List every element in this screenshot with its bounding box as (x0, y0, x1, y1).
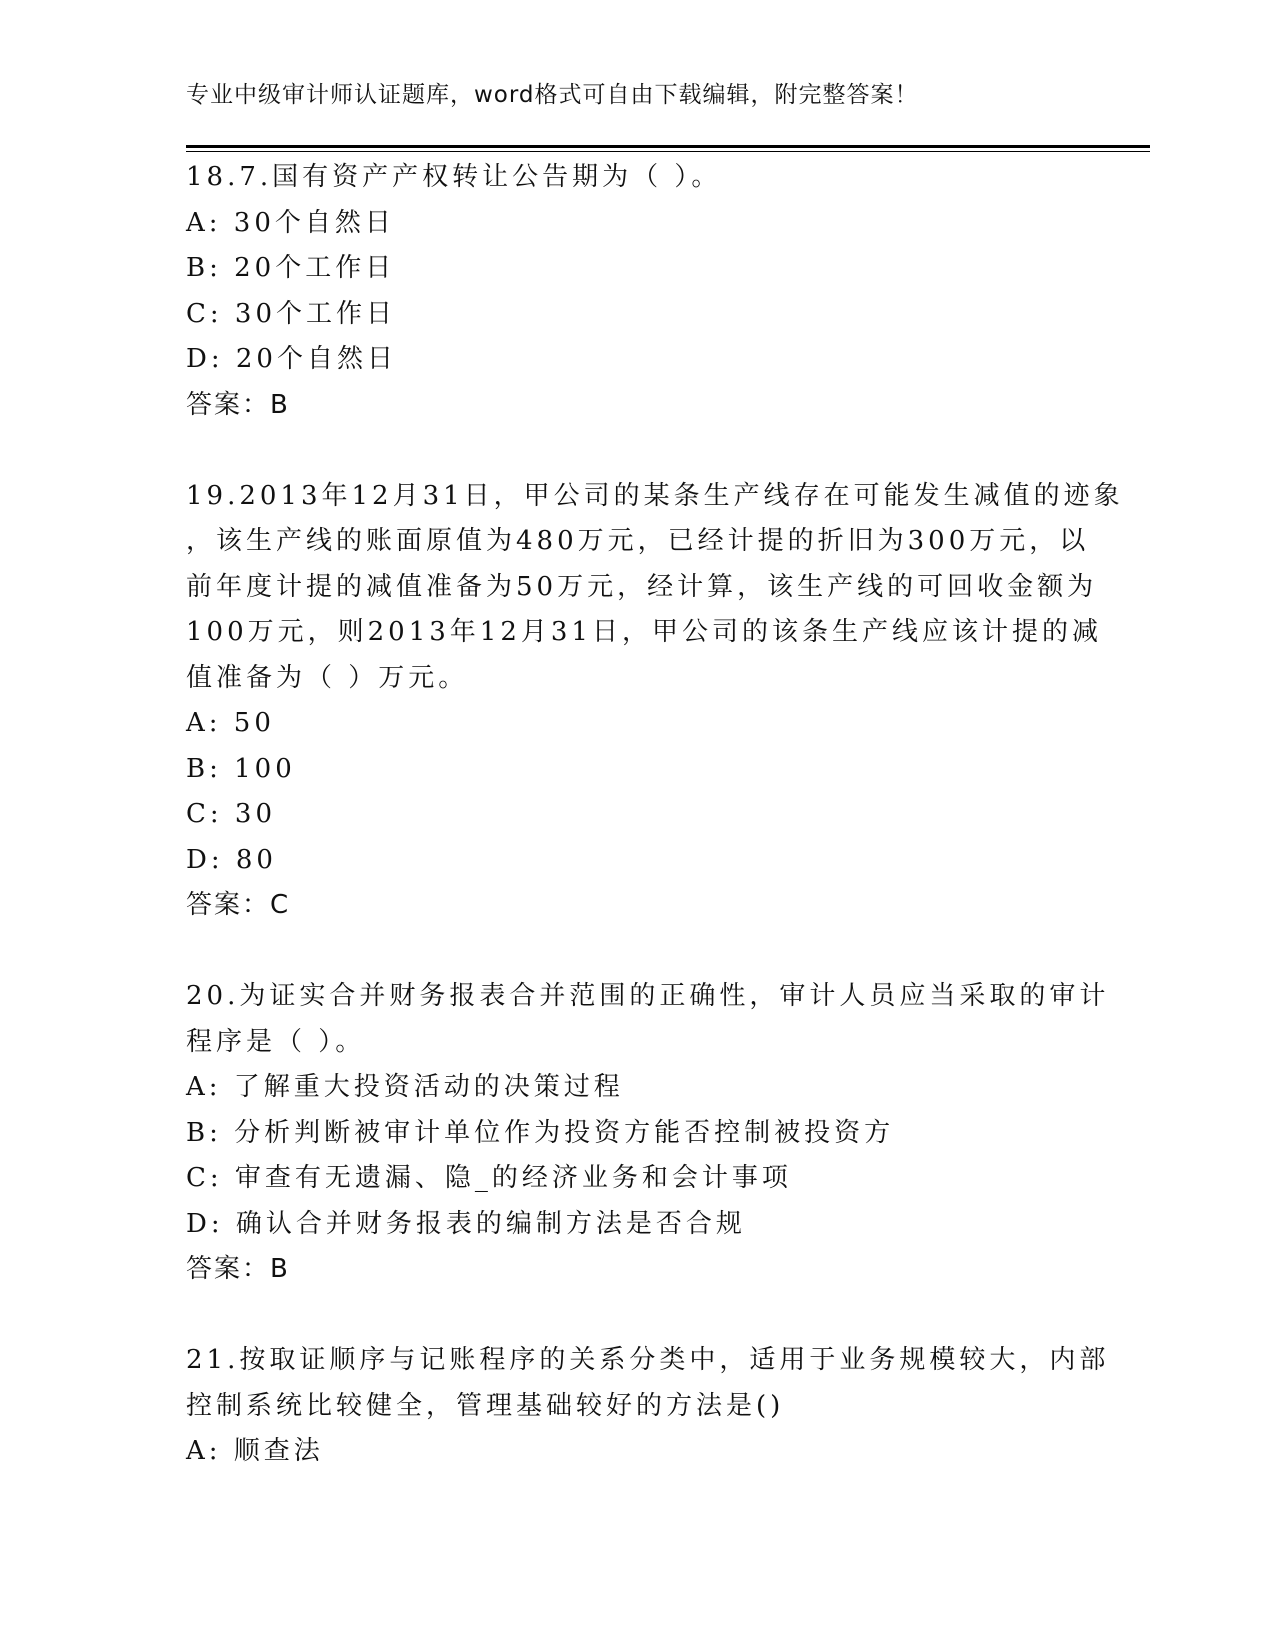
question-text-line: 前年度计提的减值准备为50万元，经计算，该生产线的可回收金额为 (186, 571, 1098, 602)
option-a: A: 了解重大投资活动的决策过程 (186, 1072, 624, 1102)
header-divider-thick (186, 145, 1150, 148)
header-divider-thin (186, 151, 1150, 152)
spacer (186, 929, 1086, 975)
spacer (186, 428, 1086, 474)
question-18 (186, 155, 1086, 428)
question-text-line: 19.2013年12月31日，甲公司的某条生产线存在可能发生减值的迹象 (186, 480, 1124, 511)
question-text-line: 20.为证实合并财务报表合并范围的正确性，审计人员应当采取的审计 (186, 981, 1110, 1011)
option-a: A: 50 (186, 708, 275, 738)
option-b: B: 20个工作日 (186, 253, 396, 283)
answer: 答案：C (186, 890, 291, 920)
question-text-line: 程序是（ ）。 (186, 1026, 366, 1057)
question-20 (186, 974, 1110, 1293)
option-c: C: 30个工作日 (186, 298, 397, 329)
option-c: C: 审查有无遗漏、隐_的经济业务和会计事项 (186, 1163, 792, 1193)
question-list (186, 155, 1124, 1475)
option-b: B: 分析判断被审计单位作为投资方能否控制被投资方 (186, 1117, 895, 1148)
option-a: A: 30个自然日 (186, 207, 395, 238)
question-19 (186, 474, 1124, 929)
option-c: C: 30 (186, 799, 277, 829)
question-text-line: 18.7.国有资产产权转让公告期为（ ）。 (186, 162, 722, 192)
answer: 答案：B (186, 1254, 290, 1284)
question-text-line: 21.按取证顺序与记账程序的关系分类中，适用于业务规模较大，内部 (186, 1345, 1110, 1375)
question-text-line: 100万元，则2013年12月31日，甲公司的该条生产线应该计提的减 (186, 617, 1102, 647)
option-d: D: 20个自然日 (186, 344, 397, 374)
question-text-line: ，该生产线的账面原值为480万元，已经计提的折旧为300万元，以 (186, 526, 1090, 556)
spacer (186, 1293, 1086, 1339)
header-note: 专业中级审计师认证题库，word格式可自由下载编辑，附完整答案！ (186, 82, 919, 108)
question-21 (186, 1338, 1110, 1475)
answer: 答案：B (186, 389, 290, 420)
question-text-line: 控制系统比较健全，管理基础较好的方法是() (186, 1390, 785, 1421)
option-b: B: 100 (186, 753, 296, 784)
option-d: D: 确认合并财务报表的编制方法是否合规 (186, 1208, 746, 1239)
question-text-line: 值准备为（ ）万元。 (186, 662, 469, 693)
option-d: D: 80 (186, 844, 277, 875)
option-a: A: 顺查法 (186, 1436, 324, 1466)
